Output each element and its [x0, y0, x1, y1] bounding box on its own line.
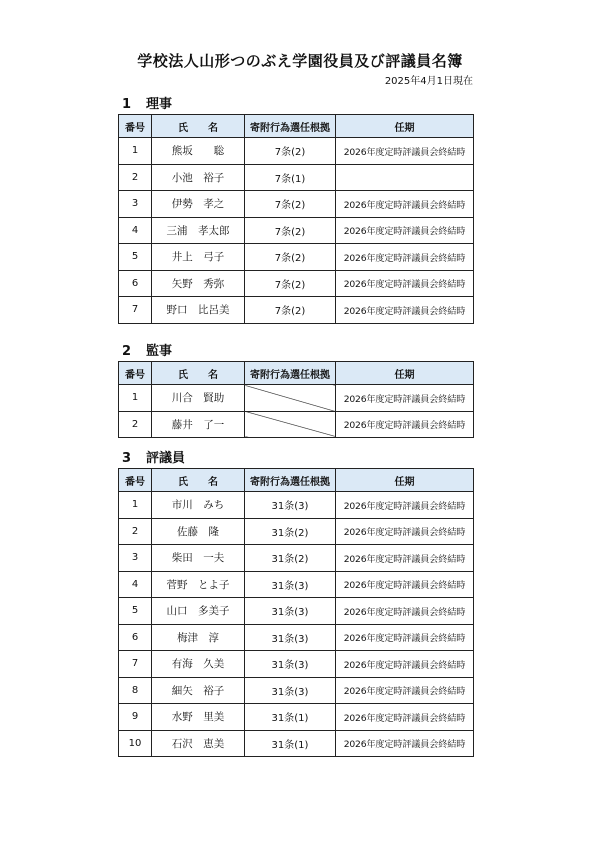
- cell-basis: 7条(2): [245, 270, 336, 297]
- cell-term: 2026年度定時評議員会終結時: [336, 217, 474, 244]
- cell-name: 柴田 一夫: [152, 545, 245, 572]
- cell-term: 2026年度定時評議員会終結時: [336, 385, 474, 412]
- table-row: [119, 191, 474, 218]
- cell-term: 2026年度定時評議員会終結時: [336, 677, 474, 704]
- table-row: [119, 492, 474, 519]
- table-row: [119, 411, 474, 438]
- table-row: [119, 270, 474, 297]
- cell-no: 2: [119, 411, 152, 438]
- councilors-table: [118, 468, 474, 757]
- cell-basis: [245, 385, 336, 412]
- cell-no: 10: [119, 730, 152, 757]
- cell-term: 2026年度定時評議員会終結時: [336, 651, 474, 678]
- table-header-row: [119, 362, 474, 385]
- cell-term: 2026年度定時評議員会終結時: [336, 624, 474, 651]
- table-row: [119, 385, 474, 412]
- cell-name: 菅野 とよ子: [152, 571, 245, 598]
- cell-term: 2026年度定時評議員会終結時: [336, 297, 474, 324]
- cell-name: 山口 多美子: [152, 598, 245, 625]
- table-row: [119, 677, 474, 704]
- cell-name: 川合 賢助: [152, 385, 245, 412]
- cell-no: 1: [119, 492, 152, 519]
- cell-name: 梅津 淳: [152, 624, 245, 651]
- header-basis: 寄附行為選任根拠: [245, 469, 336, 492]
- cell-name: 佐藤 隆: [152, 518, 245, 545]
- cell-no: 9: [119, 704, 152, 731]
- section-number: 3: [122, 451, 132, 466]
- cell-term: 2026年度定時評議員会終結時: [336, 270, 474, 297]
- auditors-table: [118, 361, 474, 438]
- cell-basis: 31条(3): [245, 651, 336, 678]
- cell-term: [336, 164, 474, 191]
- header-term: 任期: [336, 362, 474, 385]
- cell-name: 細矢 裕子: [152, 677, 245, 704]
- section-number: 1: [122, 97, 132, 112]
- cell-basis: 7条(2): [245, 138, 336, 165]
- as-of-date: 2025年4月1日現在: [384, 76, 473, 87]
- header-no: 番号: [119, 469, 152, 492]
- table-row: [119, 518, 474, 545]
- cell-no: 7: [119, 651, 152, 678]
- cell-no: 4: [119, 571, 152, 598]
- cell-no: 2: [119, 518, 152, 545]
- cell-no: 4: [119, 217, 152, 244]
- cell-term: 2026年度定時評議員会終結時: [336, 244, 474, 271]
- cell-no: 1: [119, 385, 152, 412]
- cell-name: 小池 裕子: [152, 164, 245, 191]
- cell-no: 2: [119, 164, 152, 191]
- header-term: 任期: [336, 469, 474, 492]
- header-term: 任期: [336, 115, 474, 138]
- cell-term: 2026年度定時評議員会終結時: [336, 571, 474, 598]
- cell-no: 6: [119, 270, 152, 297]
- header-name: 氏 名: [152, 115, 245, 138]
- cell-basis: 7条(2): [245, 191, 336, 218]
- table-row: [119, 598, 474, 625]
- cell-basis: 31条(3): [245, 598, 336, 625]
- header-basis: 寄附行為選任根拠: [245, 362, 336, 385]
- cell-term: 2026年度定時評議員会終結時: [336, 598, 474, 625]
- section-heading-auditors: [122, 340, 172, 359]
- cell-name: 熊坂 聡: [152, 138, 245, 165]
- section-heading-directors: [122, 93, 172, 112]
- cell-basis: 7条(2): [245, 297, 336, 324]
- cell-name: 三浦 孝太郎: [152, 217, 245, 244]
- cell-name: 井上 弓子: [152, 244, 245, 271]
- cell-term: 2026年度定時評議員会終結時: [336, 518, 474, 545]
- cell-no: 5: [119, 598, 152, 625]
- table-row: [119, 704, 474, 731]
- table-row: [119, 730, 474, 757]
- cell-term: 2026年度定時評議員会終結時: [336, 704, 474, 731]
- table-row: [119, 624, 474, 651]
- header-no: 番号: [119, 362, 152, 385]
- cell-basis: 7条(2): [245, 217, 336, 244]
- cell-basis: [245, 411, 336, 438]
- header-name: 氏 名: [152, 362, 245, 385]
- table-row: [119, 571, 474, 598]
- cell-no: 6: [119, 624, 152, 651]
- cell-basis: 31条(3): [245, 492, 336, 519]
- cell-basis: 7条(1): [245, 164, 336, 191]
- section-heading-councilors: [122, 447, 185, 466]
- table-row: [119, 297, 474, 324]
- cell-name: 藤井 了一: [152, 411, 245, 438]
- cell-name: 石沢 恵美: [152, 730, 245, 757]
- section-number: 2: [122, 344, 132, 359]
- table-row: [119, 164, 474, 191]
- section-label: 評議員: [146, 451, 186, 466]
- cell-no: 1: [119, 138, 152, 165]
- cell-basis: 31条(1): [245, 730, 336, 757]
- cell-basis: 31条(3): [245, 571, 336, 598]
- table-row: [119, 217, 474, 244]
- directors-table: [118, 114, 474, 324]
- table-row: [119, 244, 474, 271]
- cell-term: 2026年度定時評議員会終結時: [336, 191, 474, 218]
- header-no: 番号: [119, 115, 152, 138]
- cell-basis: 31条(2): [245, 545, 336, 572]
- cell-name: 有海 久美: [152, 651, 245, 678]
- cell-name: 矢野 秀弥: [152, 270, 245, 297]
- cell-name: 市川 みち: [152, 492, 245, 519]
- cell-basis: 31条(3): [245, 624, 336, 651]
- header-basis: 寄附行為選任根拠: [245, 115, 336, 138]
- cell-basis: 31条(1): [245, 704, 336, 731]
- cell-term: 2026年度定時評議員会終結時: [336, 730, 474, 757]
- section-label: 監事: [146, 344, 173, 359]
- cell-name: 伊勢 孝之: [152, 191, 245, 218]
- cell-term: 2026年度定時評議員会終結時: [336, 492, 474, 519]
- document-title: 学校法人山形つのぶえ学園役員及び評議員名簿: [137, 52, 463, 70]
- table-header-row: [119, 469, 474, 492]
- cell-term: 2026年度定時評議員会終結時: [336, 138, 474, 165]
- section-label: 理事: [146, 97, 173, 112]
- table-row: [119, 545, 474, 572]
- cell-basis: 31条(3): [245, 677, 336, 704]
- cell-no: 8: [119, 677, 152, 704]
- cell-basis: 7条(2): [245, 244, 336, 271]
- cell-term: 2026年度定時評議員会終結時: [336, 545, 474, 572]
- table-row: [119, 651, 474, 678]
- cell-basis: 31条(2): [245, 518, 336, 545]
- cell-term: 2026年度定時評議員会終結時: [336, 411, 474, 438]
- cell-name: 野口 比呂美: [152, 297, 245, 324]
- cell-no: 7: [119, 297, 152, 324]
- table-header-row: [119, 115, 474, 138]
- cell-name: 水野 里美: [152, 704, 245, 731]
- cell-no: 3: [119, 545, 152, 572]
- table-row: [119, 138, 474, 165]
- cell-no: 5: [119, 244, 152, 271]
- cell-no: 3: [119, 191, 152, 218]
- header-name: 氏 名: [152, 469, 245, 492]
